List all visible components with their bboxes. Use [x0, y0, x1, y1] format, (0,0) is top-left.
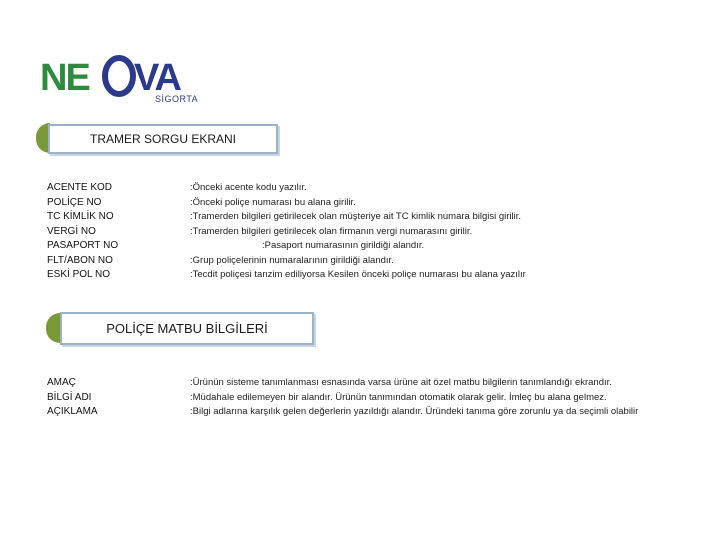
section-title-text: TRAMER SORGU EKRANI	[89, 132, 236, 146]
neova-logo	[40, 50, 210, 108]
tramer-field-labels	[47, 181, 118, 283]
label-aciklama: AÇIKLAMA	[47, 406, 98, 417]
desc-pasaport-no: :Pasaport numarasının girildiği alandır.	[262, 240, 425, 251]
desc-tc-kimlik-no: :Tramerden bilgileri getirilecek olan müşteriye ait TC kimlik numara bilgisi girilir.	[190, 211, 522, 222]
desc-aciklama: :Bilgi adlarına karşılık gelen değerlerin yazıldığı alandır. Üründeki tanıma göre zorunlu ya da seçimli olabilir	[190, 406, 639, 417]
matbu-field-labels	[47, 376, 98, 420]
label-tc-kimlik-no: TC KİMLİK NO	[47, 211, 114, 222]
logo-subtitle: SİGORTA	[155, 94, 199, 104]
matbu-field-descriptions	[190, 376, 690, 420]
desc-bilgi-adi: :Müdahale edilemeyen bir alandır. Ürünün tanımından otomatik olarak gelir. İmleç bu alana gelmez.	[190, 391, 607, 403]
label-flt-abon-no: FLT/ABON NO	[47, 254, 113, 266]
label-vergi-no: VERGİ NO	[47, 225, 96, 237]
label-acente-kod: ACENTE KOD	[47, 182, 113, 193]
desc-flt-abon-no: :Grup poliçelerinin numaralarının girildiği alandır.	[190, 254, 394, 266]
section-title-tramer	[48, 124, 278, 154]
desc-amac: :Ürünün sisteme tanımlanması esnasında varsa ürüne ait özel matbu bilgilerin tanımlandığı ekrandır.	[190, 377, 612, 388]
desc-vergi-no: :Tramerden bilgileri getirilecek olan firmanın vergi numarasını girilir.	[190, 225, 473, 237]
desc-police-no: :Önceki poliçe numarası bu alana girilir.	[190, 196, 356, 208]
desc-eski-pol-no: :Tecdit poliçesi tanzim ediliyorsa Kesilen önceki poliçe numarası bu alana yazılır	[190, 269, 526, 280]
section-title-matbu	[60, 312, 314, 345]
label-amac: AMAÇ	[47, 377, 76, 388]
svg-text:VA: VA	[134, 57, 180, 99]
tramer-field-descriptions	[190, 181, 690, 283]
desc-acente-kod: :Önceki acente kodu yazılır.	[190, 182, 307, 193]
label-bilgi-adi: BİLGİ ADI	[47, 391, 92, 403]
svg-text:NE: NE	[40, 57, 89, 99]
label-pasaport-no: PASAPORT NO	[47, 240, 119, 251]
section-accent	[46, 313, 60, 343]
label-eski-pol-no: ESKİ POL NO	[47, 269, 110, 280]
label-police-no: POLİÇE NO	[47, 196, 102, 208]
section-title-text: POLİÇE MATBU BİLGİLERİ	[106, 321, 268, 336]
